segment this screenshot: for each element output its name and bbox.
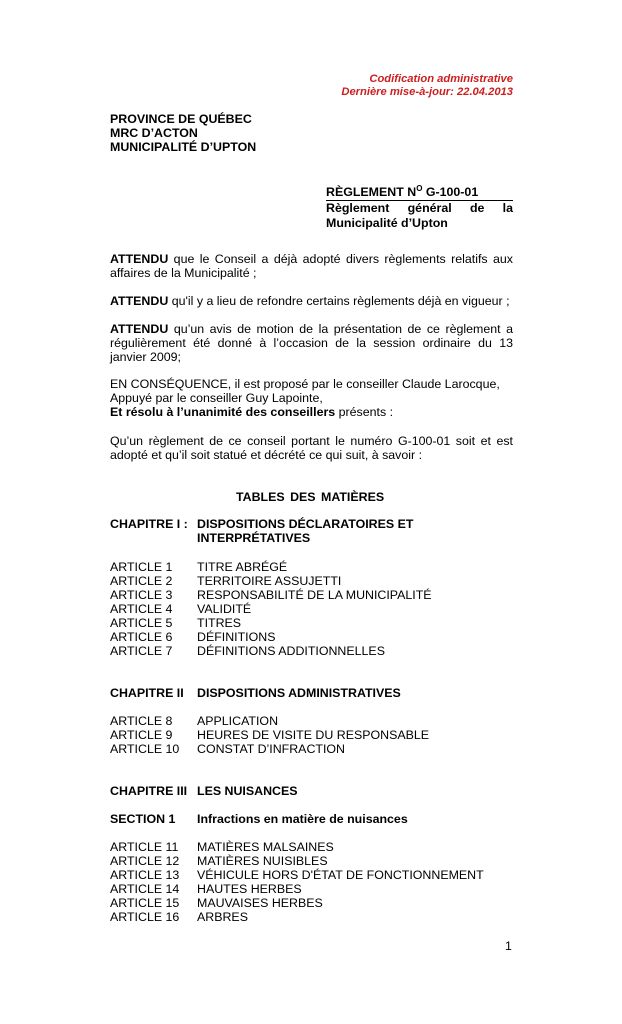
reglement-desc-line1: Règlement général de la	[326, 201, 513, 215]
list-item: ARTICLE 1 TITRE ABRÉGÉ	[110, 560, 288, 574]
address-municipalite: MUNICIPALITÉ D’UPTON	[110, 140, 257, 154]
paragraph-attendu-3: ATTENDU qu’un avis de motion de la présentation de ce règlement a régulièrement été donné à l’occasion de la session ordinaire du 13 janvier 2009;	[110, 322, 513, 364]
page-number: 1	[505, 939, 512, 953]
address-mrc: MRC D’ACTON	[110, 126, 198, 140]
list-item: ARTICLE 8 APPLICATION	[110, 714, 279, 728]
list-item: ARTICLE 15 MAUVAISES HERBES	[110, 896, 323, 910]
list-item: ARTICLE 10 CONSTAT D’INFRACTION	[110, 742, 345, 756]
address-province: PROVINCE DE QUÉBEC	[110, 112, 252, 126]
paragraph-attendu-1: ATTENDU que le Conseil a déjà adopté divers règlements relatifs aux affaires de la Municipalité ;	[110, 252, 513, 280]
paragraph-quun-reglement: Qu’un règlement de ce conseil portant le numéro G-100-01 soit et est adopté et qu’il soit statué et décrété ce qui suit, à savoir :	[110, 434, 513, 462]
list-item: ARTICLE 16 ARBRES	[110, 910, 248, 924]
list-item: ARTICLE 5 TITRES	[110, 616, 242, 630]
chapitre-1-heading-line2: INTERPRÉTATIVES	[197, 531, 311, 545]
list-item: ARTICLE 2 TERRITOIRE ASSUJETTI	[110, 574, 342, 588]
list-item: ARTICLE 9 HEURES DE VISITE DU RESPONSABLE	[110, 728, 430, 742]
reglement-block	[326, 181, 513, 231]
list-item: ARTICLE 14 HAUTES HERBES	[110, 882, 302, 896]
header-codification: Codification administrative	[369, 73, 513, 85]
chapitre-2-heading: CHAPITRE II DISPOSITIONS ADMINISTRATIVES	[110, 686, 401, 700]
list-item: ARTICLE 12 MATIÈRES NUISIBLES	[110, 854, 328, 868]
chapitre-1-heading: CHAPITRE I : DISPOSITIONS DÉCLARATOIRES ET	[110, 517, 414, 531]
list-item: ARTICLE 6 DÉFINITIONS	[110, 630, 276, 644]
section-1-heading: SECTION 1 Infractions en matière de nuisances	[110, 812, 408, 826]
reglement-title: RÈGLEMENT $N^O$ G-100-01	[326, 181, 513, 201]
header-last-update: Dernière mise-à-jour: 22.04.2013	[341, 86, 513, 98]
list-item: ARTICLE 4 VALIDITÉ	[110, 602, 252, 616]
chapitre-3-heading: CHAPITRE III LES NUISANCES	[110, 784, 298, 798]
paragraph-en-consequence: EN CONSÉQUENCE, il est proposé par le conseiller Claude Larocque, Appuyé par le conseiller Guy Lapointe, Et résolu à l’unanimité des conseillers présents :	[110, 377, 500, 419]
list-item: ARTICLE 11 MATIÈRES MALSAINES	[110, 840, 334, 854]
toc-title: TABLES DES MATIÈRES	[236, 490, 385, 504]
paragraph-attendu-2: ATTENDU qu'il y a lieu de refondre certains règlements déjà en vigueur ;	[110, 294, 510, 308]
list-item: ARTICLE 7 DÉFINITIONS ADDITIONNELLES	[110, 644, 385, 658]
list-item: ARTICLE 3 RESPONSABILITÉ DE LA MUNICIPALITÉ	[110, 588, 432, 602]
reglement-desc-line2: Municipalité d’Upton	[326, 216, 448, 230]
list-item: ARTICLE 13 VÉHICULE HORS D'ÉTAT DE FONCTIONNEMENT	[110, 868, 484, 882]
